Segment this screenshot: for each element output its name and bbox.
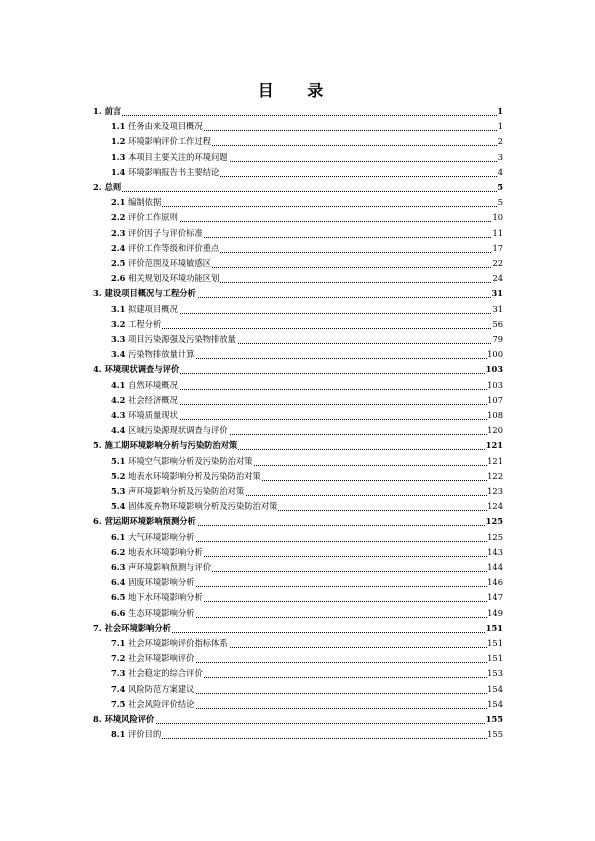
toc-entry-page: 125 xyxy=(487,531,503,542)
toc-entry-number: 1.3 xyxy=(111,151,126,162)
toc-entry-number: 6.1 xyxy=(111,531,126,542)
toc-entry-label: 大气环境影响分析 xyxy=(128,531,195,542)
toc-entry-label: 环境空气影响分析及污染防治对策 xyxy=(128,455,253,466)
toc-entry-number: 6.2 xyxy=(111,546,126,557)
toc-entry-label: 环境质量现状 xyxy=(128,410,178,420)
toc-entry-number: 3.2 xyxy=(111,318,126,329)
toc-entry[interactable] xyxy=(0,287,595,300)
toc-entry-label: 评价工作等级和评价重点 xyxy=(128,242,220,253)
toc-entry[interactable] xyxy=(0,379,595,392)
toc-title: 目 录 xyxy=(257,81,338,100)
toc-entry-number: 4.2 xyxy=(111,394,126,405)
toc-entry-label: 社会环境影响分析 xyxy=(104,622,171,633)
toc-entry[interactable] xyxy=(0,531,595,544)
toc-entry-number: 3.1 xyxy=(111,303,126,314)
toc-entry[interactable] xyxy=(0,591,595,604)
toc-entry-page: 124 xyxy=(487,501,503,512)
toc-entry[interactable] xyxy=(0,363,595,376)
toc-entry-page: 79 xyxy=(492,334,503,344)
toc-entry-page: 154 xyxy=(487,698,503,709)
toc-entry-number: 7. xyxy=(93,622,102,633)
toc-entry-label: 社会经济概况 xyxy=(128,394,178,405)
toc-entry-page: 31 xyxy=(491,288,503,299)
leader-dots xyxy=(93,178,503,192)
toc-entry[interactable] xyxy=(0,728,595,741)
toc-entry-label: 社会稳定的综合评价 xyxy=(128,668,203,679)
toc-entry-number: 7.1 xyxy=(111,638,126,648)
toc-entry-page: 2 xyxy=(497,136,503,147)
toc-entry[interactable] xyxy=(0,576,595,589)
toc-entry-number: 2.2 xyxy=(111,212,126,223)
toc-entry-page: 1 xyxy=(497,121,503,132)
toc-entry-page: 5 xyxy=(497,197,503,208)
toc-entry[interactable] xyxy=(0,652,595,665)
toc-entry-label: 自然环境概况 xyxy=(128,379,178,390)
toc-entry-number: 8. xyxy=(93,714,102,724)
toc-entry-label: 相关规划及环境功能区划 xyxy=(128,273,220,284)
toc-entry-page: 147 xyxy=(487,592,503,603)
toc-entry-label: 固体废弃物环境影响分析及污染防治对策 xyxy=(128,501,278,512)
toc-entry[interactable] xyxy=(0,151,595,164)
toc-entry-number: 4.1 xyxy=(111,379,126,390)
toc-entry[interactable] xyxy=(0,394,595,407)
toc-entry-number: 2.1 xyxy=(111,197,126,208)
toc-entry[interactable] xyxy=(0,470,595,483)
toc-entry-number: 5.3 xyxy=(111,486,126,496)
toc-entry-page: 24 xyxy=(492,273,503,284)
toc-entry-number: 7.2 xyxy=(111,653,126,664)
toc-entry-label: 前言 xyxy=(104,106,122,116)
leader-dots xyxy=(111,193,503,207)
toc-entry-number: 2.4 xyxy=(111,242,126,253)
toc-entry[interactable] xyxy=(0,348,595,361)
toc-entry-label: 固废环境影响分析 xyxy=(128,577,195,588)
toc-entry-number: 3.4 xyxy=(111,349,126,360)
toc-entry-label: 区域污染源现状调查与评价 xyxy=(128,425,228,436)
toc-entry-number: 2. xyxy=(93,182,102,192)
toc-entry-number: 6.5 xyxy=(111,592,126,603)
toc-entry-page: 155 xyxy=(487,729,503,740)
toc-entry-page: 154 xyxy=(487,683,503,694)
toc-entry-label: 施工期环境影响分析与污染防治对策 xyxy=(104,440,238,451)
toc-entry-page: 153 xyxy=(487,668,503,679)
toc-entry[interactable] xyxy=(0,683,595,696)
toc-entry[interactable] xyxy=(0,500,595,513)
toc-entry[interactable] xyxy=(0,196,595,209)
toc-entry-label: 总则 xyxy=(104,182,122,192)
toc-entry-number: 1. xyxy=(93,106,102,116)
toc-entry-page: 121 xyxy=(487,455,503,466)
toc-entry-page: 10 xyxy=(492,212,503,223)
toc-entry[interactable] xyxy=(0,333,595,346)
toc-entry-page: 155 xyxy=(485,714,503,724)
toc-entry[interactable] xyxy=(0,667,595,680)
toc-entry-label: 环境风险评价 xyxy=(104,714,155,724)
toc-entry-page: 151 xyxy=(487,653,503,664)
toc-entry-page: 4 xyxy=(497,166,503,177)
toc-entry[interactable] xyxy=(0,607,595,620)
toc-entry[interactable] xyxy=(0,515,595,528)
toc-entry-number: 2.3 xyxy=(111,227,126,238)
toc-entry-page: 123 xyxy=(487,486,503,496)
toc-entry-number: 4.3 xyxy=(111,410,126,420)
toc-entry[interactable] xyxy=(0,135,595,148)
toc-entry-number: 7.4 xyxy=(111,683,126,694)
toc-entry-label: 评价工作原则 xyxy=(128,212,178,223)
toc-entry[interactable] xyxy=(0,455,595,468)
toc-entry-label: 地表水环境影响分析 xyxy=(128,546,203,557)
toc-entry[interactable] xyxy=(0,561,595,574)
toc-entry-label: 社会风险评价结论 xyxy=(128,698,195,709)
toc-entry-page: 144 xyxy=(487,562,503,572)
toc-entry-label: 社会环境影响评价 xyxy=(128,653,195,664)
toc-entry-number: 5. xyxy=(93,440,102,451)
toc-entry-label: 本项目主要关注的环境问题 xyxy=(128,151,228,162)
toc-entry-page: 151 xyxy=(485,622,503,633)
toc-entry-label: 项目污染源强及污染物排放量 xyxy=(128,334,236,344)
toc-entry-number: 3. xyxy=(93,288,102,299)
toc-entry[interactable] xyxy=(0,242,595,255)
toc-entry-page: 108 xyxy=(487,410,503,420)
toc-entry-label: 地下水环境影响分析 xyxy=(128,592,203,603)
toc-entry-label: 声环境影响预测与评价 xyxy=(128,562,212,572)
toc-entry-number: 3.3 xyxy=(111,334,126,344)
toc-entry[interactable] xyxy=(0,227,595,240)
toc-entry[interactable] xyxy=(0,166,595,179)
toc-entry[interactable] xyxy=(0,120,595,133)
toc-entry-page: 1 xyxy=(497,106,503,116)
toc-entry[interactable] xyxy=(0,409,595,422)
toc-entry-number: 6. xyxy=(93,516,102,527)
toc-entry-label: 评价范围及环境敏感区 xyxy=(128,258,212,268)
toc-entry-label: 声环境影响分析及污染防治对策 xyxy=(128,486,245,496)
toc-entry-number: 7.3 xyxy=(111,668,126,679)
toc-entry[interactable] xyxy=(0,257,595,270)
toc-entry-label: 建设项目概况与工程分析 xyxy=(104,288,196,299)
toc-entry-page: 125 xyxy=(485,516,503,527)
toc-entry-number: 1.4 xyxy=(111,166,126,177)
toc-entry[interactable] xyxy=(0,485,595,498)
toc-entry-page: 100 xyxy=(487,349,503,360)
toc-entry[interactable] xyxy=(0,439,595,452)
toc-entry-number: 6.3 xyxy=(111,562,126,572)
toc-entry[interactable] xyxy=(0,318,595,331)
toc-entry-number: 7.5 xyxy=(111,698,126,709)
toc-entry[interactable] xyxy=(0,211,595,224)
leader-dots xyxy=(111,315,503,329)
toc-entry-page: 3 xyxy=(497,151,503,162)
toc-entry-page: 103 xyxy=(485,364,503,375)
toc-entry-number: 6.6 xyxy=(111,607,126,618)
toc-entry[interactable] xyxy=(0,637,595,650)
toc-entry-label: 编制依据 xyxy=(128,197,162,208)
toc-entry-page: 56 xyxy=(492,318,503,329)
toc-entry-page: 151 xyxy=(487,638,503,648)
leader-dots xyxy=(93,102,503,116)
toc-entry-page: 17 xyxy=(492,242,503,253)
toc-entry-number: 8.1 xyxy=(111,729,126,740)
toc-entry-label: 地表水环境影响分析及污染防治对策 xyxy=(128,470,261,481)
toc-entry-page: 107 xyxy=(487,394,503,405)
toc-entry-label: 任务由来及项目概况 xyxy=(128,121,203,132)
toc-entry-number: 2.5 xyxy=(111,258,126,268)
toc-entry-number: 1.2 xyxy=(111,136,126,147)
toc-entry[interactable] xyxy=(0,622,595,635)
toc-entry-label: 拟建项目概况 xyxy=(128,303,178,314)
toc-entry-label: 环境现状调查与评价 xyxy=(104,364,180,375)
toc-entry-number: 1.1 xyxy=(111,121,126,132)
toc-entry-page: 121 xyxy=(485,440,503,451)
toc-entry-page: 143 xyxy=(487,546,503,557)
toc-entry-label: 环境影响评价工作过程 xyxy=(128,136,212,147)
toc-entry[interactable] xyxy=(0,272,595,285)
toc-entry-page: 31 xyxy=(492,303,503,314)
toc-entry-page: 103 xyxy=(487,379,503,390)
toc-entry-label: 生态环境影响分析 xyxy=(128,607,195,618)
toc-entry-number: 2.6 xyxy=(111,273,126,284)
toc-entry[interactable] xyxy=(0,303,595,316)
toc-entry-number: 5.1 xyxy=(111,455,126,466)
toc-entry-page: 149 xyxy=(487,607,503,618)
toc-entry-label: 环境影响报告书主要结论 xyxy=(128,166,220,177)
toc-entry-number: 4.4 xyxy=(111,425,126,436)
toc-entry-number: 5.4 xyxy=(111,501,126,512)
toc-entry[interactable] xyxy=(0,424,595,437)
leader-dots xyxy=(111,725,503,739)
toc-entry-page: 146 xyxy=(487,577,503,588)
toc-entry-number: 4. xyxy=(93,364,102,375)
toc-entry-page: 11 xyxy=(492,227,503,238)
toc-entry-label: 评价因子与评价标准 xyxy=(128,227,203,238)
toc-entry[interactable] xyxy=(0,546,595,559)
toc-entry-label: 社会环境影响评价指标体系 xyxy=(128,638,228,648)
toc-entry-label: 营运期环境影响预测分析 xyxy=(104,516,196,527)
toc-entry[interactable] xyxy=(0,698,595,711)
toc-entry-label: 工程分析 xyxy=(128,318,162,329)
toc-entry-label: 评价目的 xyxy=(128,729,162,740)
toc-entry-page: 120 xyxy=(487,425,503,436)
toc-entry[interactable] xyxy=(0,181,595,194)
toc-entry-page: 122 xyxy=(487,470,503,481)
toc-entry[interactable] xyxy=(0,713,595,726)
toc-entry-label: 污染物排放量计算 xyxy=(128,349,195,360)
toc-entry-label: 风险防范方案建议 xyxy=(128,683,195,694)
toc-entry-number: 6.4 xyxy=(111,577,126,588)
toc-entry-number: 5.2 xyxy=(111,470,126,481)
toc-entry[interactable] xyxy=(0,105,595,118)
toc-entry-page: 5 xyxy=(497,182,503,192)
toc-entry-page: 22 xyxy=(492,258,503,268)
